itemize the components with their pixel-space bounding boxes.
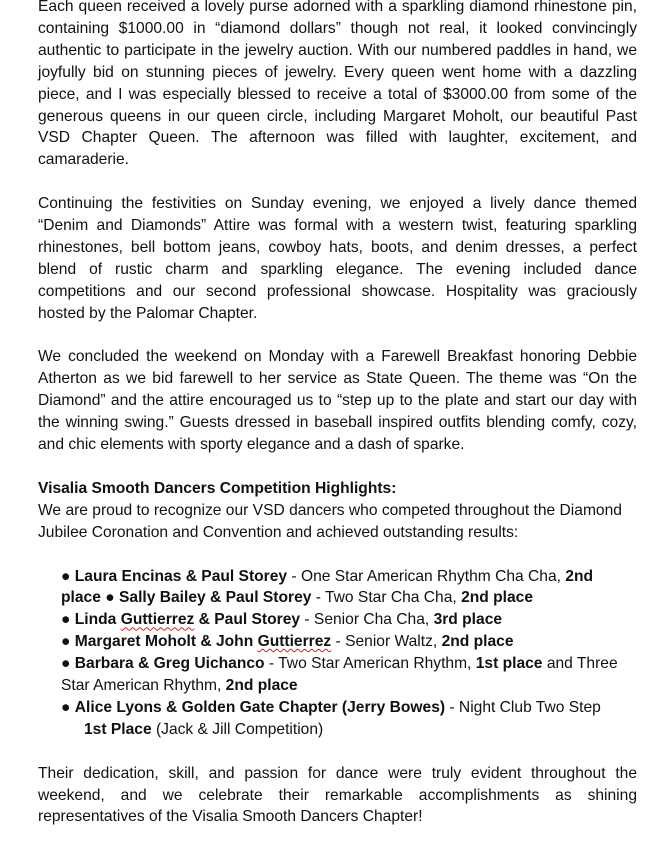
dancer-name-part: Linda bbox=[74, 611, 121, 629]
dancer-name-part: & Paul Storey bbox=[194, 611, 301, 629]
paragraph-gap bbox=[38, 325, 637, 347]
placement: 2nd place bbox=[441, 633, 514, 651]
event-name: - One Star American Rhythm Cha Cha, bbox=[287, 567, 566, 585]
spellcheck-flag: Guttierrez bbox=[257, 633, 332, 651]
paragraph-gap bbox=[38, 456, 637, 478]
placement: 3rd place bbox=[433, 611, 503, 629]
paragraph-closing: Their dedication, skill, and passion for dance were truly evident throughout the weekend, and we celebrate their remarkable accomplishments as shining representatives of the Visalia Smooth Dancers Chapter! bbox=[38, 764, 637, 826]
dancer-names bbox=[75, 633, 331, 650]
dancer-names: Barbara & Greg Uichanco bbox=[74, 655, 265, 673]
paragraph-gap bbox=[38, 171, 637, 193]
bullet-icon: ● bbox=[61, 633, 71, 651]
result-item bbox=[61, 697, 637, 741]
event-name: - Senior Waltz, bbox=[331, 633, 442, 651]
result-item bbox=[61, 653, 637, 697]
event-name: - Senior Cha Cha, bbox=[300, 611, 434, 629]
event-name: and Three Star American Rhythm, bbox=[61, 655, 618, 695]
highlights-intro: We are proud to recognize our VSD dancers who competed throughout the Diamond Jubilee Coronation and Convention and achieved outstanding results: bbox=[38, 501, 622, 541]
result-item bbox=[61, 631, 637, 653]
highlights-heading: Visalia Smooth Dancers Competition Highlights: bbox=[38, 479, 397, 497]
document-page bbox=[38, 0, 637, 828]
event-name: - Two Star American Rhythm, bbox=[264, 655, 476, 673]
paragraph-queen-auction: Each queen received a lovely purse adorned with a sparkling diamond rhinestone pin, containing $1000.00 in “diamond dollars” though not real, it looked convincingly authentic to participate in the jewelry auction. With our numbered paddles in hand, we joyfully bid on stunning pieces of jewelry. Every queen went home with a dazzling piece, and I was especially blessed to receive a total of $3000.00 from some of the generous queens in our queen circle, including Margaret Moholt, our beautiful Past VSD Chapter Queen. The afternoon was filled with laughter, excitement, and camaraderie. bbox=[38, 0, 637, 169]
event-name: - Two Star Cha Cha, bbox=[311, 589, 462, 607]
spellcheck-flag: Guttierrez bbox=[120, 611, 195, 629]
bullet-icon: ● bbox=[105, 589, 115, 607]
paragraph-gap bbox=[38, 544, 637, 566]
competition-note: (Jack & Jill Competition) bbox=[151, 720, 324, 738]
paragraph-denim-diamonds: Continuing the festivities on Sunday evening, we enjoyed a lively dance themed “Denim and Diamonds” Attire was formal with a western twist, featuring sparkling rhinestones, bell bottom jeans, cowboy hats, boots, and denim dresses, a perfect blend of rustic charm and sparkling elegance. The evening included dance competitions and our second professional showcase. Hospitality was graciously hosted by the Palomar Chapter. bbox=[38, 195, 637, 322]
result-continuation bbox=[61, 719, 637, 741]
paragraph-gap bbox=[38, 741, 637, 763]
dancer-names: Sally Bailey & Paul Storey bbox=[119, 589, 312, 607]
bullet-icon: ● bbox=[61, 567, 71, 585]
paragraph-farewell-breakfast: We concluded the weekend on Monday with a Farewell Breakfast honoring Debbie Atherton as we bid farewell to her service as State Queen. The theme was “On the Diamond” and the attire encouraged us to “step up to the plate and start our day with the winning swing.” Guests dressed in baseball inspired outfits blending comfy, cozy, and chic elements with sporty elegance and a dash of sparke. bbox=[38, 348, 637, 454]
placement: 2nd place bbox=[61, 567, 594, 607]
bullet-icon: ● bbox=[61, 655, 71, 673]
placement: 1st Place bbox=[84, 720, 152, 738]
results-list bbox=[38, 566, 637, 741]
result-item bbox=[61, 609, 637, 631]
dancer-name-part: Margaret Moholt & John bbox=[74, 633, 258, 651]
placement: 2nd place bbox=[225, 677, 298, 695]
placement: 1st place bbox=[475, 655, 543, 673]
event-name: - Night Club Two Step bbox=[445, 698, 601, 716]
dancer-names: Alice Lyons & Golden Gate Chapter (Jerry Bowes) bbox=[74, 698, 446, 716]
result-item bbox=[61, 566, 637, 610]
dancer-names: Laura Encinas & Paul Storey bbox=[74, 567, 288, 585]
dancer-names bbox=[75, 611, 300, 628]
bullet-icon: ● bbox=[61, 611, 71, 629]
placement: 2nd place bbox=[461, 589, 534, 607]
bullet-icon: ● bbox=[61, 698, 71, 716]
